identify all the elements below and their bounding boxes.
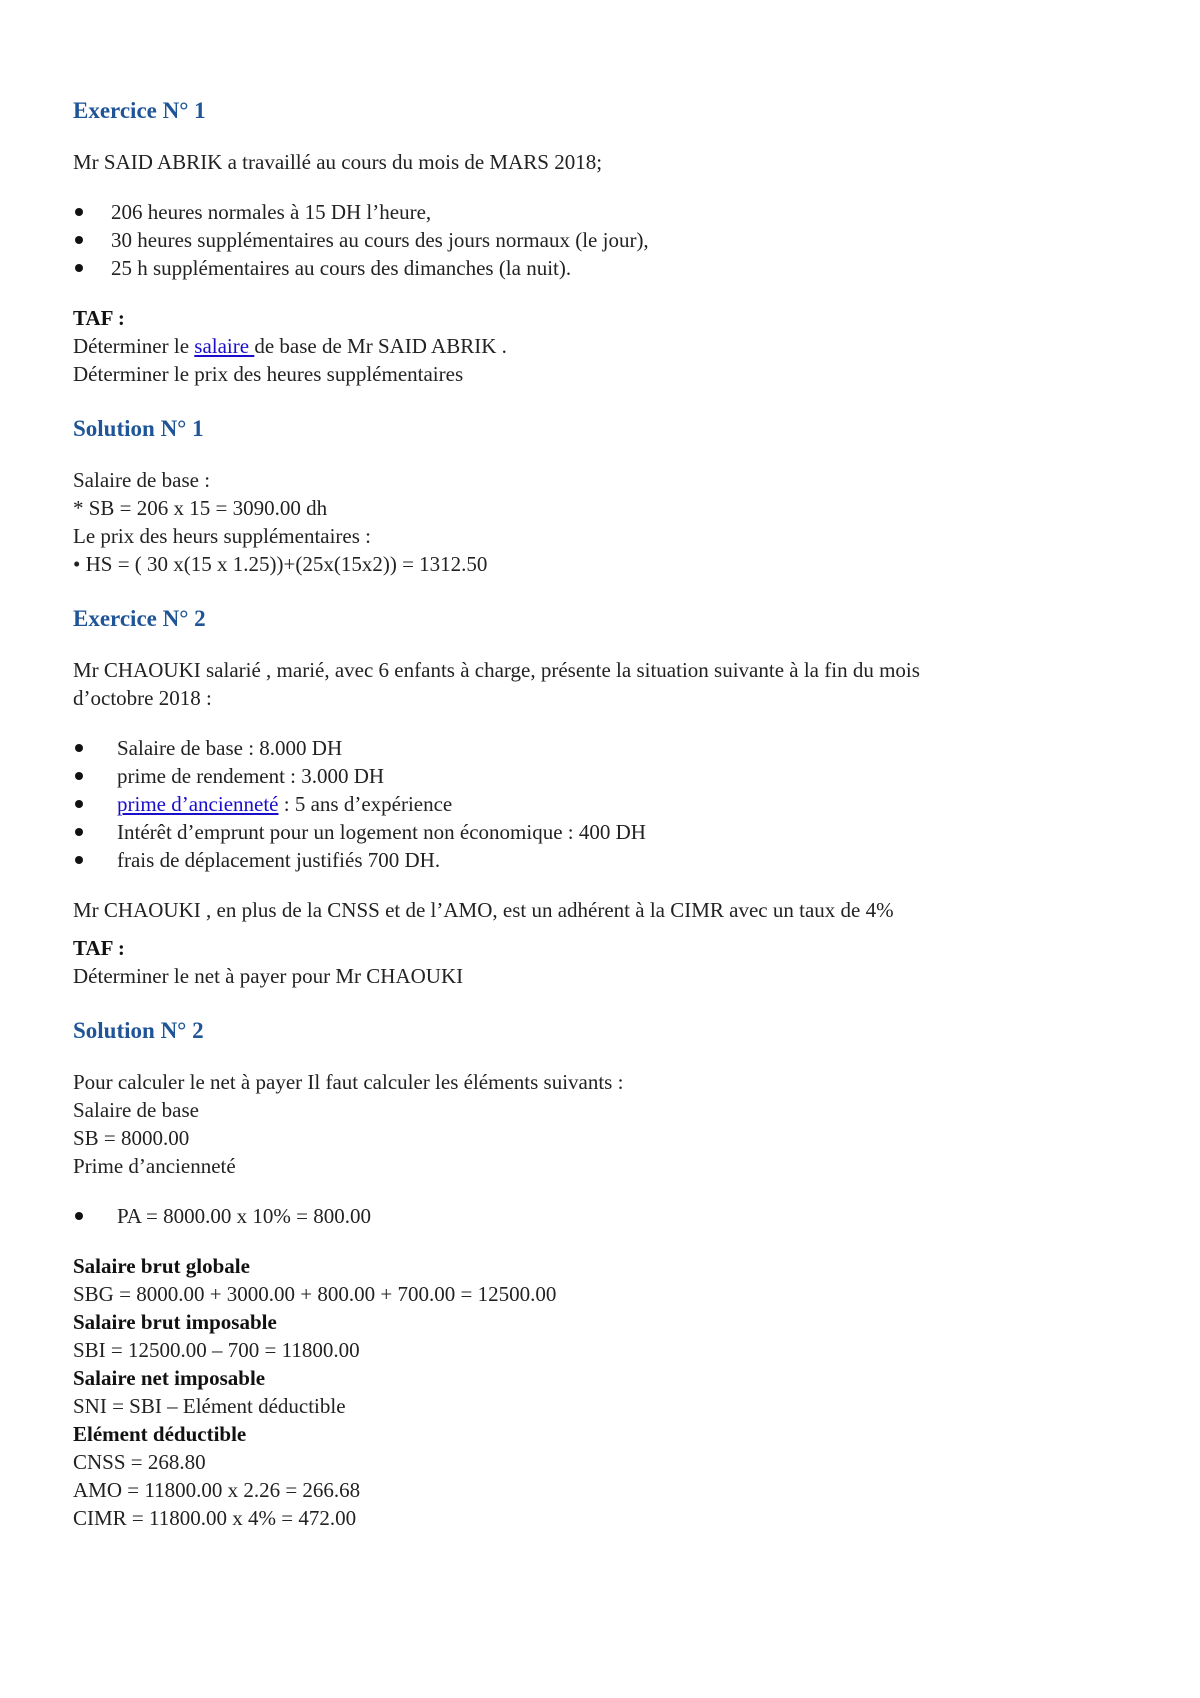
bullet-icon <box>75 800 83 808</box>
prime-anciennete-link[interactable]: prime d’ancienneté <box>117 792 279 816</box>
exercise-1-title: Exercice N° 1 <box>73 98 206 123</box>
list-item: PA = 8000.00 x 10% = 800.00 <box>111 1202 1133 1230</box>
exercise-2-list <box>73 734 1133 874</box>
salaire-link[interactable]: salaire <box>194 334 255 358</box>
sni-value: SNI = SBI – Elément déductible <box>73 1394 346 1418</box>
list-item: Salaire de base : 8.000 DH <box>111 734 1133 762</box>
solution-line: Le prix des heurs supplémentaires : <box>73 524 371 548</box>
bullet-icon <box>75 208 83 216</box>
list-item: 30 heures supplémentaires au cours des jours normaux (le jour), <box>111 226 1133 254</box>
cimr-note: Mr CHAOUKI , en plus de la CNSS et de l’AMO, est un adhérent à la CIMR avec un taux de 4% <box>73 898 894 922</box>
pa-list <box>73 1202 1133 1230</box>
exercise-2-title: Exercice N° 2 <box>73 606 206 631</box>
bullet-icon <box>75 744 83 752</box>
taf-label: TAF : <box>73 936 125 960</box>
sbg-label: Salaire brut globale <box>73 1254 250 1278</box>
taf-line: Déterminer le salaire de base de Mr SAID ABRIK . <box>73 334 507 358</box>
solution-line: * SB = 206 x 15 = 3090.00 dh <box>73 496 328 520</box>
amo-value: AMO = 11800.00 x 2.26 = 266.68 <box>73 1478 361 1502</box>
bullet-icon <box>75 1212 83 1220</box>
solution-line: SB = 8000.00 <box>73 1126 190 1150</box>
exercise-2-intro: Mr CHAOUKI salarié , marié, avec 6 enfants à charge, présente la situation suivante à la fin du mois <box>73 658 920 682</box>
solution-2-title: Solution N° 2 <box>73 1018 204 1043</box>
solution-line: Prime d’ancienneté <box>73 1154 236 1178</box>
solution-line: Salaire de base <box>73 1098 199 1122</box>
taf-label: TAF : <box>73 306 125 330</box>
exercise-1-list <box>73 198 1133 282</box>
sbg-value: SBG = 8000.00 + 3000.00 + 800.00 + 700.00 = 12500.00 <box>73 1282 557 1306</box>
solution-line: • HS = ( 30 x(15 x 1.25))+(25x(15x2)) = 1312.50 <box>73 552 488 576</box>
list-item: 206 heures normales à 15 DH l’heure, <box>111 198 1133 226</box>
cnss-value: CNSS = 268.80 <box>73 1450 206 1474</box>
list-item: 25 h supplémentaires au cours des dimanches (la nuit). <box>111 254 1133 282</box>
sbi-label: Salaire brut imposable <box>73 1310 277 1334</box>
element-deductible-label: Elément déductible <box>73 1422 247 1446</box>
bullet-icon <box>75 856 83 864</box>
list-item: Intérêt d’emprunt pour un logement non économique : 400 DH <box>111 818 1133 846</box>
list-item: prime de rendement : 3.000 DH <box>111 762 1133 790</box>
taf-line: Déterminer le prix des heures supplémentaires <box>73 362 464 386</box>
bullet-icon <box>75 236 83 244</box>
taf-line: Déterminer le net à payer pour Mr CHAOUKI <box>73 964 464 988</box>
list-item: frais de déplacement justifiés 700 DH. <box>111 846 1133 874</box>
solution-line: Salaire de base : <box>73 468 211 492</box>
sni-label: Salaire net imposable <box>73 1366 266 1390</box>
bullet-icon <box>75 772 83 780</box>
list-item: prime d’ancienneté : 5 ans d’expérience <box>111 790 1133 818</box>
document-page <box>73 96 1133 1532</box>
bullet-icon <box>75 264 83 272</box>
exercise-2-intro: d’octobre 2018 : <box>73 686 212 710</box>
sbi-value: SBI = 12500.00 – 700 = 11800.00 <box>73 1338 360 1362</box>
bullet-icon <box>75 828 83 836</box>
exercise-1-intro: Mr SAID ABRIK a travaillé au cours du mois de MARS 2018; <box>73 150 603 174</box>
solution-1-title: Solution N° 1 <box>73 416 204 441</box>
cimr-value: CIMR = 11800.00 x 4% = 472.00 <box>73 1506 357 1530</box>
solution-line: Pour calculer le net à payer Il faut calculer les éléments suivants : <box>73 1070 624 1094</box>
